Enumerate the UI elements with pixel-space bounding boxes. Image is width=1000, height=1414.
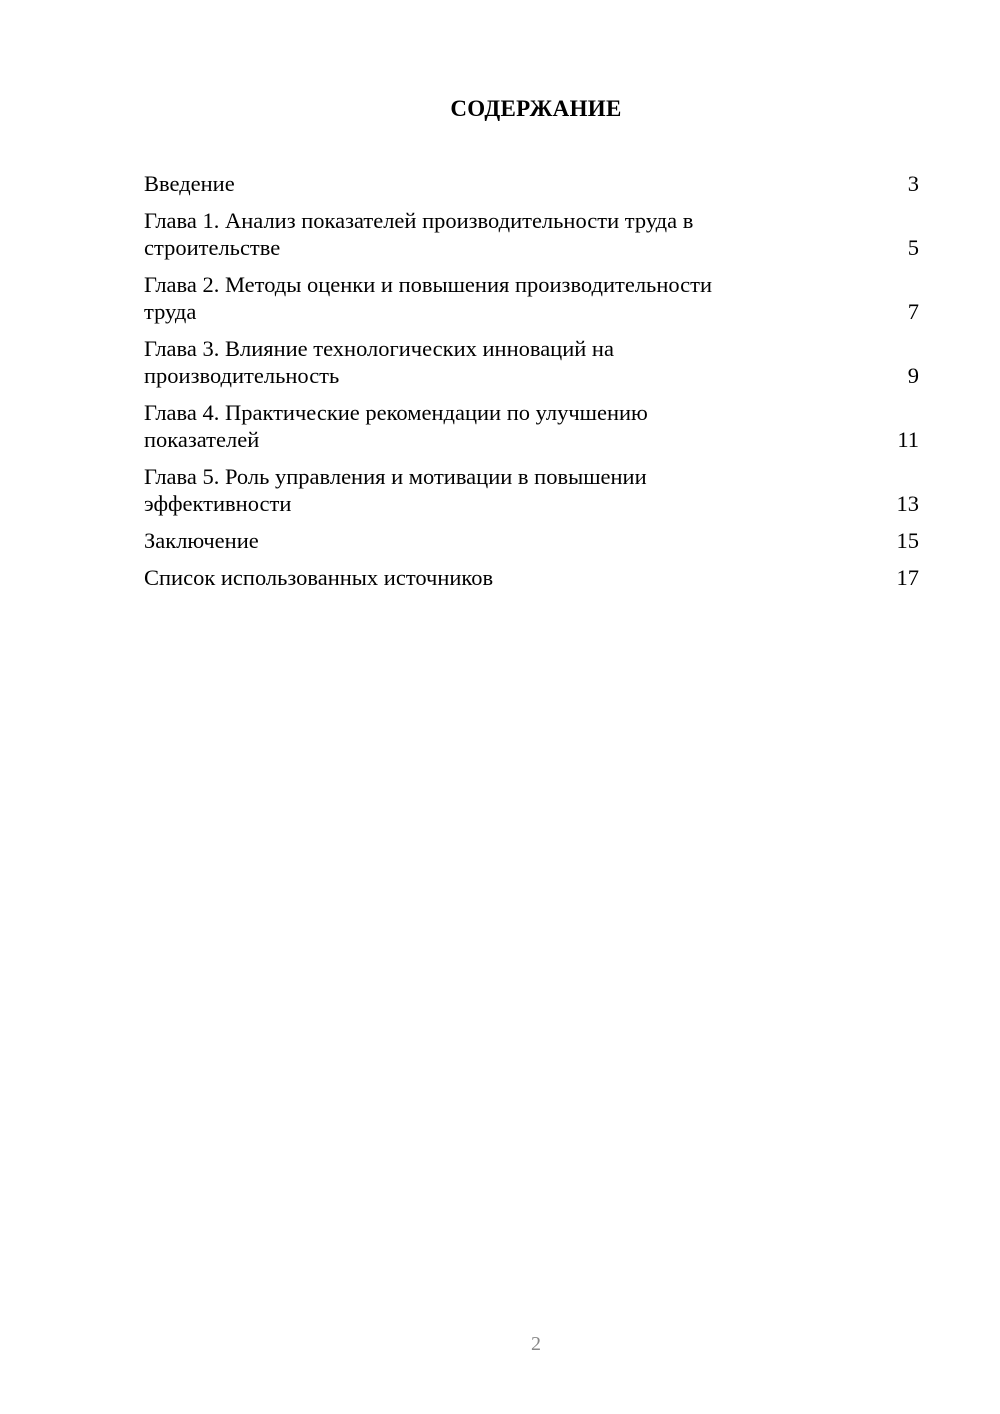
toc-entry-introduction <box>144 170 919 197</box>
toc-entry-label <box>144 271 794 325</box>
toc-entry-page: 5 <box>907 235 919 260</box>
toc-entry-label-line: Глава 2. Методы оценки и повышения производительности <box>144 272 713 297</box>
toc-entry-chapter-2 <box>144 271 919 325</box>
toc-entry-label <box>144 527 794 554</box>
toc-entry-label-line: Заключение <box>144 528 259 553</box>
toc-entry-page: 3 <box>907 171 919 196</box>
toc-entry-label-line: строительстве <box>144 235 281 260</box>
toc-entry-label <box>144 564 794 591</box>
table-of-contents <box>144 170 919 601</box>
toc-entry-label-line: Введение <box>144 171 235 196</box>
toc-entry-label-line: эффективности <box>144 491 292 516</box>
toc-entry-page: 15 <box>896 528 919 553</box>
toc-entry-label <box>144 399 794 453</box>
toc-entry-page: 7 <box>907 299 919 324</box>
toc-entry-label-line: показателей <box>144 427 260 452</box>
toc-entry-chapter-4 <box>144 399 919 453</box>
toc-entry-label-line: труда <box>144 299 197 324</box>
toc-entry-conclusion <box>144 527 919 554</box>
toc-entry-references <box>144 564 919 591</box>
toc-entry-chapter-5 <box>144 463 919 517</box>
toc-entry-chapter-1 <box>144 207 919 261</box>
toc-entry-page: 17 <box>896 565 919 590</box>
toc-entry-chapter-3 <box>144 335 919 389</box>
toc-entry-page: 13 <box>896 491 919 516</box>
toc-entry-label <box>144 335 794 389</box>
toc-entry-label-line: Глава 5. Роль управления и мотивации в повышении <box>144 464 647 489</box>
toc-entry-page: 9 <box>907 363 919 388</box>
page-number: 2 <box>531 1333 541 1355</box>
toc-entry-label <box>144 463 794 517</box>
page-title: СОДЕРЖАНИЕ <box>450 96 622 121</box>
toc-entry-label-line: Глава 1. Анализ показателей производительности труда в <box>144 208 694 233</box>
toc-entry-label <box>144 170 794 197</box>
toc-entry-page: 11 <box>897 427 919 452</box>
toc-entry-label-line: Список использованных источников <box>144 565 494 590</box>
toc-entry-label-line: Глава 4. Практические рекомендации по улучшению <box>144 400 648 425</box>
toc-entry-label-line: Глава 3. Влияние технологических инноваций на <box>144 336 614 361</box>
toc-entry-label-line: производительность <box>144 363 340 388</box>
toc-entry-label <box>144 207 794 261</box>
